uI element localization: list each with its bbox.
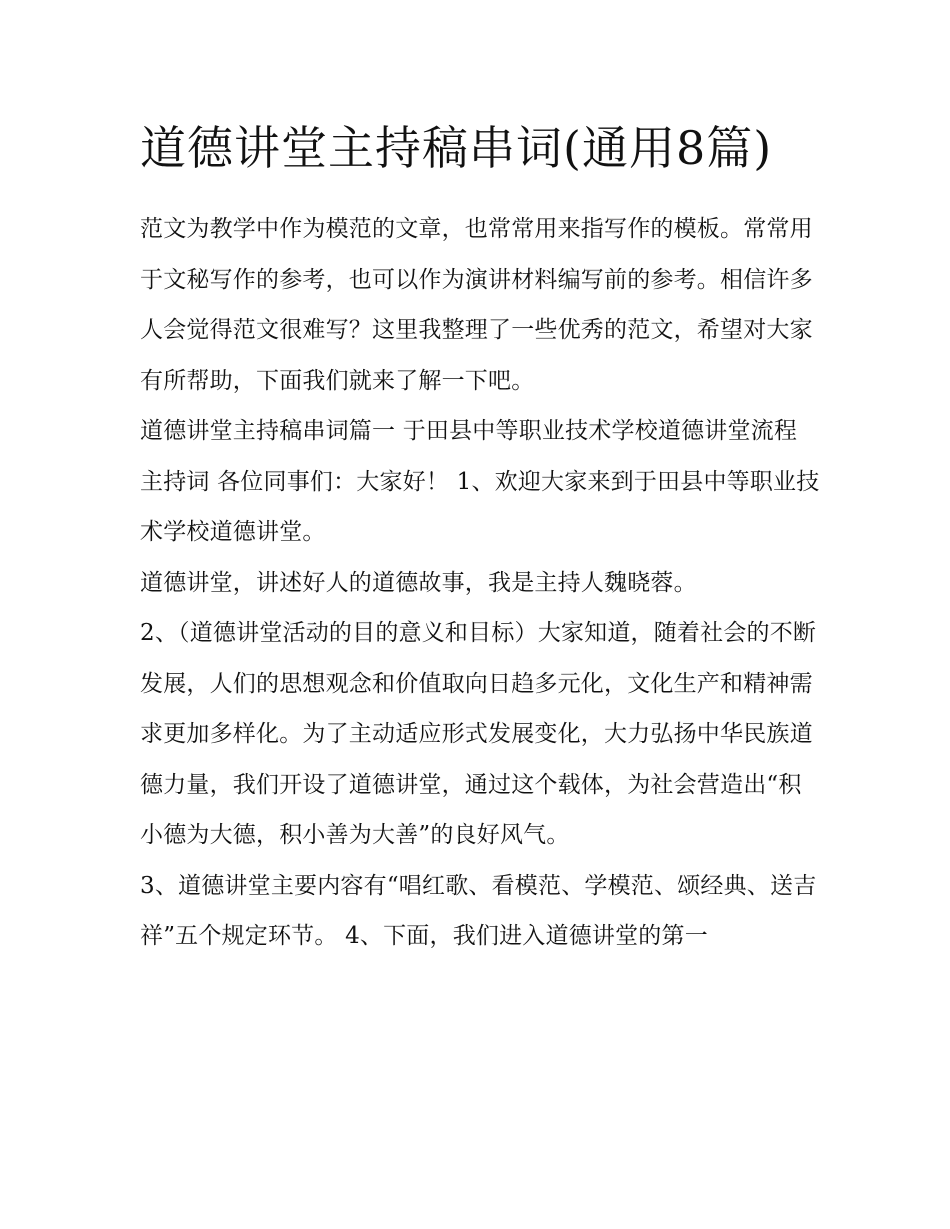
paragraph-purpose: 2、（道德讲堂活动的目的意义和目标）大家知道，随着社会的不断发展，人们的思想观念和价值取向日趋多元化，文化生产和精神需求更加多样化。为了主动适应形式发展变化，大力弘扬中华民族道德力量，我们开设了道德讲堂，通过这个载体，为社会营造出“积小德为大德，积小善为大善”的良好风气。: [140, 620, 817, 848]
paragraph-intro: 范文为教学中作为模范的文章，也常常用来指写作的模板。常常用于文秘写作的参考，也可以作为演讲材料编写前的参考。相信许多人会觉得范文很难写？这里我整理了一些优秀的范文，希望对大家有所帮助，下面我们就来了解一下吧。: [140, 216, 813, 394]
paragraph-host-intro: 道德讲堂，讲述好人的道德故事，我是主持人魏晓蓉。: [140, 569, 697, 596]
document-body: [140, 112, 820, 962]
document-title: 道德讲堂主持稿串词(通用8篇): [140, 121, 773, 175]
paragraph-opening: 道德讲堂主持稿串词篇一 于田县中等职业技术学校道德讲堂流程主持词 各位同事们：大家好！ 1、欢迎大家来到于田县中等职业技术学校道德讲堂。: [140, 418, 820, 545]
paragraph-contents: 3、道德讲堂主要内容有“唱红歌、看模范、学模范、颂经典、送吉祥”五个规定环节。 4、下面，我们进入道德讲堂的第一: [140, 872, 817, 949]
